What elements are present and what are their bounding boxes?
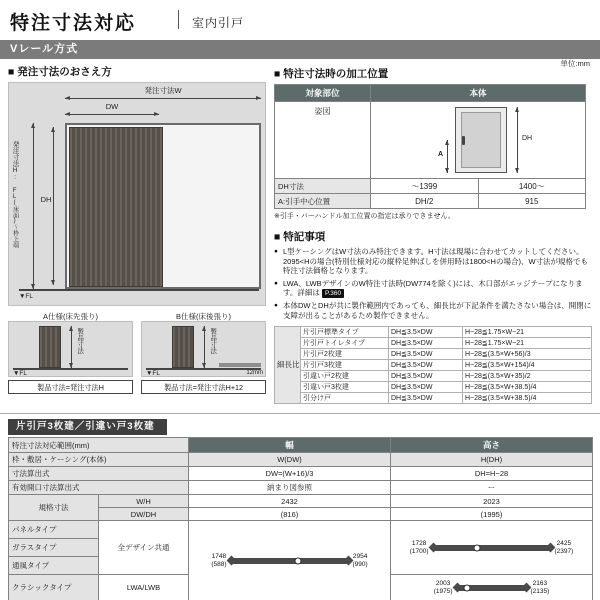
all-design-label: 全デザイン共通 xyxy=(99,521,189,575)
dw-label: DW xyxy=(105,102,119,111)
machining-a-label: A xyxy=(438,151,444,158)
dh-dimension-line xyxy=(53,127,54,285)
table-row xyxy=(275,392,592,403)
size-range-table xyxy=(8,437,593,600)
spec-a-floor-line xyxy=(13,368,128,370)
installation-spec-diagrams xyxy=(8,311,266,394)
bullet-icon: ● xyxy=(274,279,278,287)
classic-design-label: LWA/LWB xyxy=(99,575,189,600)
machining-diagram-cell xyxy=(371,102,586,179)
width-column-header: 幅 xyxy=(189,438,391,453)
dh-size-row-label: DH寸法 xyxy=(275,179,371,194)
special-note-3 xyxy=(274,301,592,320)
table-row xyxy=(275,359,592,370)
type-classic-label: クラシックタイプ xyxy=(9,575,99,600)
spec-b-formula: 製品寸法=発注寸法H+12 xyxy=(141,380,266,394)
opening-row-label: 有効開口寸法算出式 xyxy=(9,481,189,495)
slender-row-c1: DH≦3.5×DW xyxy=(389,348,463,359)
page-reference-badge: P.360 xyxy=(322,289,344,298)
spec-b-floor-line xyxy=(146,368,261,370)
order-dimension-diagram xyxy=(8,82,266,306)
bottom-divider xyxy=(0,413,600,414)
table-row xyxy=(9,495,593,508)
spec-a-title: A仕様(床先張り) xyxy=(43,312,98,321)
machining-view-label: 姿図 xyxy=(275,102,371,179)
table-row xyxy=(275,326,592,337)
spec-b-dimension-label: 製品寸法 xyxy=(209,328,217,354)
spec-a-dimension-label: 製品寸法 xyxy=(76,328,84,354)
special-note-2-text xyxy=(283,279,592,299)
dh-size-range-2: 1400〜 xyxy=(478,179,586,194)
height-range-max xyxy=(555,540,574,555)
slender-row-name: 引分け戸 xyxy=(301,392,389,403)
order-height-label xyxy=(11,141,19,271)
slender-row-c2: H−28≦(3.5×W+38.5)/4 xyxy=(463,381,592,392)
floor-line xyxy=(19,289,259,291)
calc-height-formula: DH=H−28 xyxy=(391,467,593,481)
frame-height-symbol: H(DH) xyxy=(391,453,593,467)
bullet-icon: ● xyxy=(274,302,278,310)
handle-center-value-2: 915 xyxy=(478,194,586,209)
frame-row-label: 枠・敷居・ケーシング(本体) xyxy=(9,453,189,467)
slender-row-c1: DH≦3.5×DW xyxy=(389,326,463,337)
opening-height-value: ー xyxy=(391,481,593,495)
special-note-2 xyxy=(274,279,592,299)
section-bar xyxy=(0,40,600,59)
section-bar-label: Vレール方式 xyxy=(10,43,79,55)
slender-row-c2: H−28≦(3.5×W+38.5)/4 xyxy=(463,392,592,403)
range-max-value: 2163 xyxy=(532,580,548,588)
spec-b-diagram xyxy=(141,311,266,394)
slender-row-name: 片引戸トイレタイプ xyxy=(301,337,389,348)
spec-b-drawing xyxy=(141,321,266,377)
type-panel-label: パネルタイプ xyxy=(9,521,99,539)
table-row xyxy=(9,521,593,539)
spec-a-formula: 製品寸法=発注寸法H xyxy=(8,380,133,394)
slender-row-c2: H−28≦1.75×W−21 xyxy=(463,326,592,337)
standard-width-value: 2432 xyxy=(189,495,391,508)
range-bar xyxy=(457,585,527,591)
slender-row-name: 片引戸2枚建 xyxy=(301,348,389,359)
standard-size-label: 規格寸法 xyxy=(9,495,99,521)
slender-row-c1: DH≦3.5×DW xyxy=(389,381,463,392)
range-min-value: 1748 xyxy=(211,553,227,561)
door-panel xyxy=(69,127,163,287)
machining-table xyxy=(274,84,586,209)
slender-row-c2: H−28≦(3.5×W+154)/4 xyxy=(463,359,592,370)
width-range-bar-cell xyxy=(189,521,391,600)
slender-row-c2: H−28≦(3.5×W+35)/2 xyxy=(463,370,592,381)
standard-dh-value: (1995) xyxy=(391,508,593,521)
order-height-text: 発注寸法H: xyxy=(11,141,19,181)
table-row xyxy=(9,467,593,481)
machining-dh-label: DH xyxy=(522,135,533,142)
size-range-section-label: 片引戸3枚建／引違い戸3枚建 xyxy=(8,419,167,435)
handle-center-row-label: A:引手中心位置 xyxy=(275,194,371,209)
machining-door-panel xyxy=(461,112,501,168)
page-title: 特注寸法対応 xyxy=(10,13,137,34)
spec-b-dimension-line xyxy=(204,326,205,368)
slender-row-name: 引違い戸3枚建 xyxy=(301,381,389,392)
width-range-max xyxy=(353,553,368,568)
order-width-label: 発注寸法W xyxy=(144,86,182,95)
spec-b-12mm-label: 12mm xyxy=(246,370,263,376)
table-row xyxy=(275,370,592,381)
spec-a-diagram xyxy=(8,311,133,394)
opening-width-value: 納まり図参照 xyxy=(189,481,391,495)
table-row xyxy=(275,381,592,392)
machining-note: ※引手・バーハンドル加工位置の指定は承りできません。 xyxy=(274,213,455,220)
fl-label: ▼FL xyxy=(19,293,34,300)
machining-col-part: 対象部位 xyxy=(275,85,371,102)
order-dimension-section xyxy=(8,64,266,394)
dh-label: DH xyxy=(40,195,52,204)
dh-size-range-1: 〜1399 xyxy=(371,179,479,194)
slender-row-c2: H−28≦1.75×W−21 xyxy=(463,337,592,348)
slenderness-label: 細長比 xyxy=(275,326,301,403)
range-bar xyxy=(433,545,551,551)
type-vent-label: 通風タイプ xyxy=(9,557,99,575)
classic-range-min xyxy=(434,580,453,595)
table-row xyxy=(275,337,592,348)
wh-row-label: W/H xyxy=(99,495,189,508)
spec-b-flooring-strip xyxy=(219,363,261,367)
standard-dw-value: (816) xyxy=(189,508,391,521)
page-subtitle: 室内引戸 xyxy=(192,16,245,30)
standard-size-dot xyxy=(294,557,301,564)
frame-width-symbol: W(DW) xyxy=(189,453,391,467)
range-header-label: 特注寸法対応範囲(mm) xyxy=(9,438,189,453)
classic-range-max xyxy=(531,580,550,595)
order-height-dimension-line xyxy=(33,123,34,289)
slender-row-c2: H−28≦(3.5×W+56)/3 xyxy=(463,348,592,359)
slender-row-name: 片引戸標準タイプ xyxy=(301,326,389,337)
machining-heading: ■ 特注寸法時の加工位置 xyxy=(274,68,389,80)
special-note-1 xyxy=(274,247,592,276)
table-row xyxy=(9,438,593,453)
range-max-value: 2954 xyxy=(352,553,368,561)
machining-col-body: 本体 xyxy=(371,85,586,102)
range-min-paren: (588) xyxy=(211,560,227,568)
classic-height-range-bar xyxy=(391,575,592,600)
width-range-bar xyxy=(189,521,390,600)
unit-label: 単位:mm xyxy=(560,59,590,68)
range-max-paren: (990) xyxy=(352,560,368,568)
slender-row-name: 片引戸3枚建 xyxy=(301,359,389,370)
table-row xyxy=(9,453,593,467)
range-max-value: 2425 xyxy=(556,540,572,548)
spec-b-door-panel xyxy=(172,326,194,368)
slender-row-name: 引違い戸2枚建 xyxy=(301,370,389,381)
spec-b-title: B仕様(床後張り) xyxy=(176,312,231,321)
slender-row-c1: DH≦3.5×DW xyxy=(389,359,463,370)
order-dimension-heading: ■ 発注寸法のおさえ方 xyxy=(8,66,112,78)
standard-height-value: 2023 xyxy=(391,495,593,508)
table-row xyxy=(275,348,592,359)
range-min-paren: (1975) xyxy=(433,587,453,595)
pull-handle-icon xyxy=(462,136,465,145)
range-bar xyxy=(231,558,349,564)
slender-row-c1: DH≦3.5×DW xyxy=(389,370,463,381)
range-min-paren: (1700) xyxy=(409,547,429,555)
order-width-dimension-line xyxy=(65,98,261,99)
classic-height-range-bar-cell xyxy=(391,575,593,600)
dwdh-row-label: DW/DH xyxy=(99,508,189,521)
calc-width-formula: DW=(W+16)/3 xyxy=(189,467,391,481)
special-note-3-text: 本体DWとDHが共に製作範囲内であっても、細長比が下記条件を満たさない場合は、開閉に支障が出ることがあるため製作できません。 xyxy=(283,301,592,320)
spec-a-fl-label: ▼FL xyxy=(13,370,28,377)
order-height-subtext: FL(床面)〜枠上端 xyxy=(11,188,18,248)
height-range-bar-cell xyxy=(391,521,593,575)
special-note-1-text: L型ケーシングはW寸法のみ特注できます。H寸法は現場に合わせてカットしてください。2095<Hの場合(特別仕様対応の縦枠足伸ばしを併用時は1800<Hの場合)、W寸法が規格でも特注寸法価格となります。 xyxy=(283,247,589,276)
spec-a-drawing xyxy=(8,321,133,377)
range-min-value: 1728 xyxy=(411,540,427,548)
range-max-paren: (2135) xyxy=(530,587,550,595)
height-range-bar xyxy=(391,521,592,574)
spec-b-fl-label: ▼FL xyxy=(146,370,161,377)
slender-row-c1: DH≦3.5×DW xyxy=(389,337,463,348)
range-min-value: 2003 xyxy=(435,580,451,588)
standard-size-dot xyxy=(464,584,471,591)
bullet-icon: ● xyxy=(274,248,278,255)
range-max-paren: (2397) xyxy=(554,547,574,555)
table-row xyxy=(9,481,593,495)
header-divider xyxy=(178,10,179,29)
slender-row-c1: DH≦3.5×DW xyxy=(389,392,463,403)
special-notes-heading: ■ 特記事項 xyxy=(274,231,326,243)
standard-size-dot xyxy=(474,544,481,551)
machining-dh-dimension-line xyxy=(517,107,518,173)
type-glass-label: ガラスタイプ xyxy=(9,539,99,557)
spec-a-dimension-line xyxy=(71,326,72,368)
special-note-2-body: LWA、LWBデザインのW特注寸法時(DW774を除く)には、木口部がエッジテープになります。詳細は xyxy=(283,278,583,298)
machining-door-diagram xyxy=(371,102,585,178)
machining-a-dimension-line xyxy=(447,140,448,173)
slenderness-table xyxy=(274,326,592,404)
calc-row-label: 寸法算出式 xyxy=(9,467,189,481)
dw-dimension-line xyxy=(65,114,159,115)
spec-a-door-panel xyxy=(39,326,61,368)
width-range-min xyxy=(211,553,226,568)
height-column-header: 高さ xyxy=(391,438,593,453)
handle-center-value-1: DH/2 xyxy=(371,194,479,209)
height-range-min xyxy=(410,540,429,555)
page-header xyxy=(0,0,600,38)
size-range-section xyxy=(8,416,592,600)
machining-section xyxy=(274,58,592,404)
